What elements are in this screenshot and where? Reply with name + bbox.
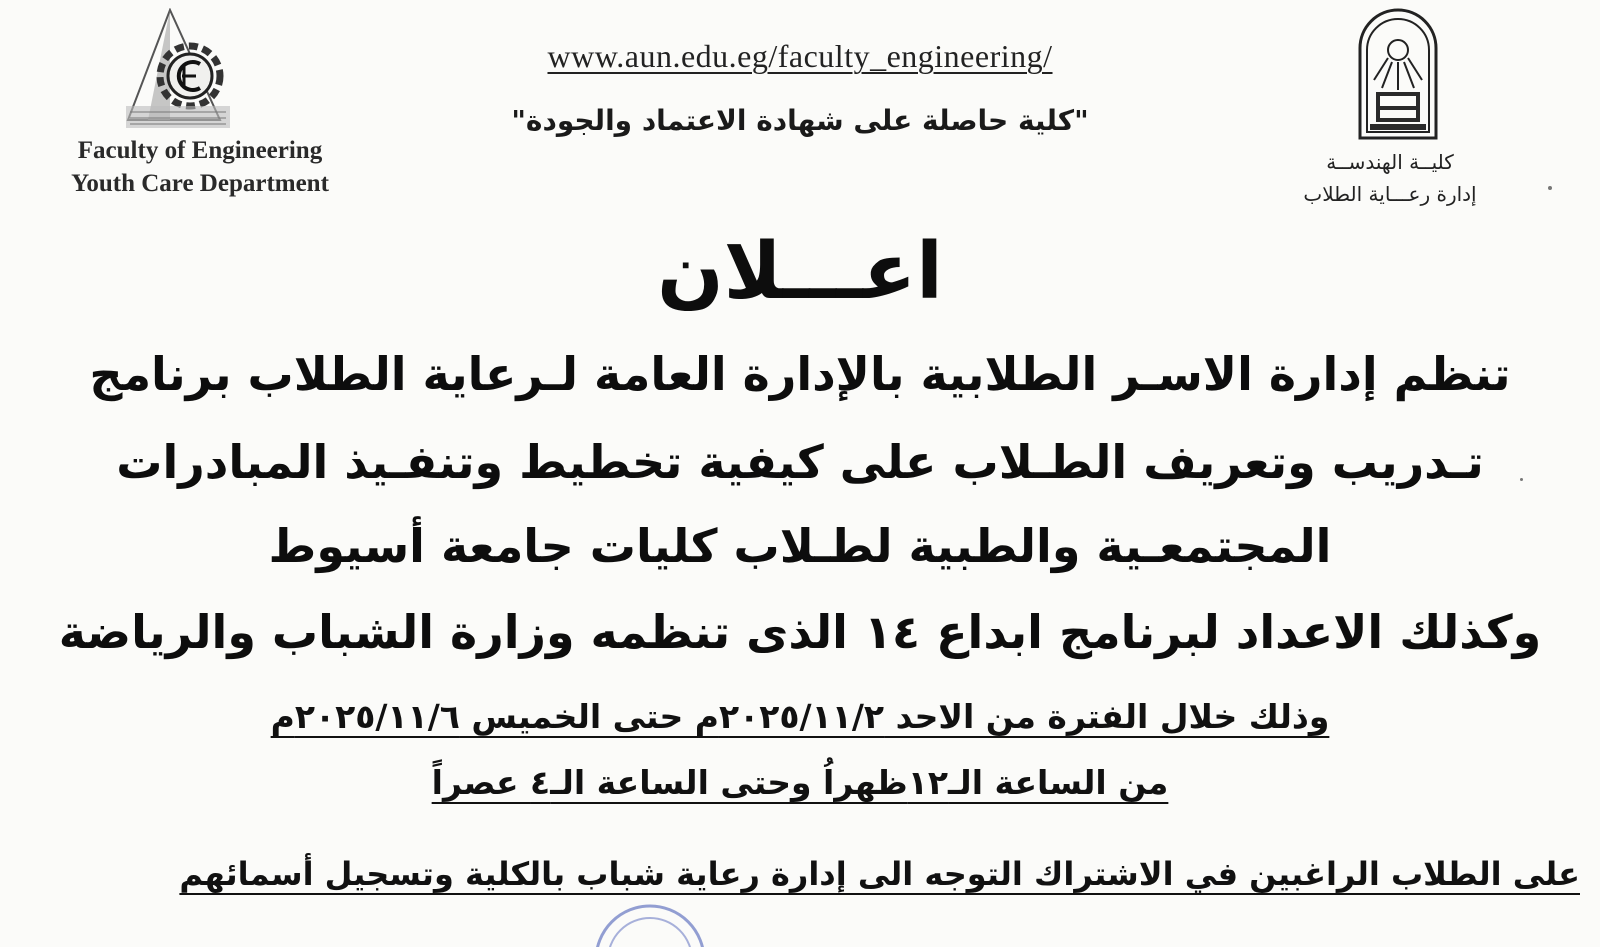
announcement-line-1: تنظم إدارة الاسـر الطلابية بالإدارة العامة لـرعاية الطلاب برنامج <box>89 347 1511 401</box>
time-line <box>40 760 1560 806</box>
university-caption <box>1270 146 1510 210</box>
scan-speck <box>1548 186 1552 190</box>
caption-faculty-of-engineering: Faculty of Engineering <box>77 137 323 164</box>
caption-faculty-of-engineering-ar: كليــة الهندســة <box>1326 150 1454 174</box>
engineering-caption <box>30 134 370 200</box>
period-line <box>40 694 1560 740</box>
accreditation-statement: "كلية حاصلة على شهادة الاعتماد والجودة" <box>511 104 1089 137</box>
period-text: وذلك خلال الفترة من الاحد ٢٠٢٥/١١/٢م حتى الخميس ٢٠٢٥/١١/٦م <box>270 697 1330 736</box>
faculty-website-link[interactable]: www.aun.edu.eg/faculty_engineering/ <box>547 38 1053 74</box>
announcement-line-3: المجتمعـية والطبية لطـلاب كليات جامعة أسيوط <box>268 519 1332 573</box>
assiut-university-emblem-icon <box>1356 8 1440 140</box>
caption-student-care-administration-ar: إدارة رعـــاية الطلاب <box>1303 182 1477 206</box>
time-text: من الساعة الـ١٢ظهراُ وحتى الساعة الـ٤ عصراً <box>431 763 1169 802</box>
registration-instruction <box>20 852 1580 896</box>
announcement-line-2: تـدريب وتعريف الطـلاب على كيفية تخطيط وتنفـيذ المبادرات <box>116 435 1484 489</box>
announcement-line-4: وكذلك الاعداد لبرنامج ابداع ١٤ الذى تنظمه وزارة الشباب والرياضة <box>58 605 1542 659</box>
registration-instruction-text: على الطلاب الراغبين في الاشتراك التوجه الى إدارة رعاية شباب بالكلية وتسجيل أسمائهم <box>179 855 1580 893</box>
announcement-title: اعـــلان <box>657 227 943 317</box>
official-stamp-icon <box>590 900 710 947</box>
caption-youth-care-department: Youth Care Department <box>71 170 329 197</box>
faculty-of-engineering-logo-icon <box>108 8 248 133</box>
